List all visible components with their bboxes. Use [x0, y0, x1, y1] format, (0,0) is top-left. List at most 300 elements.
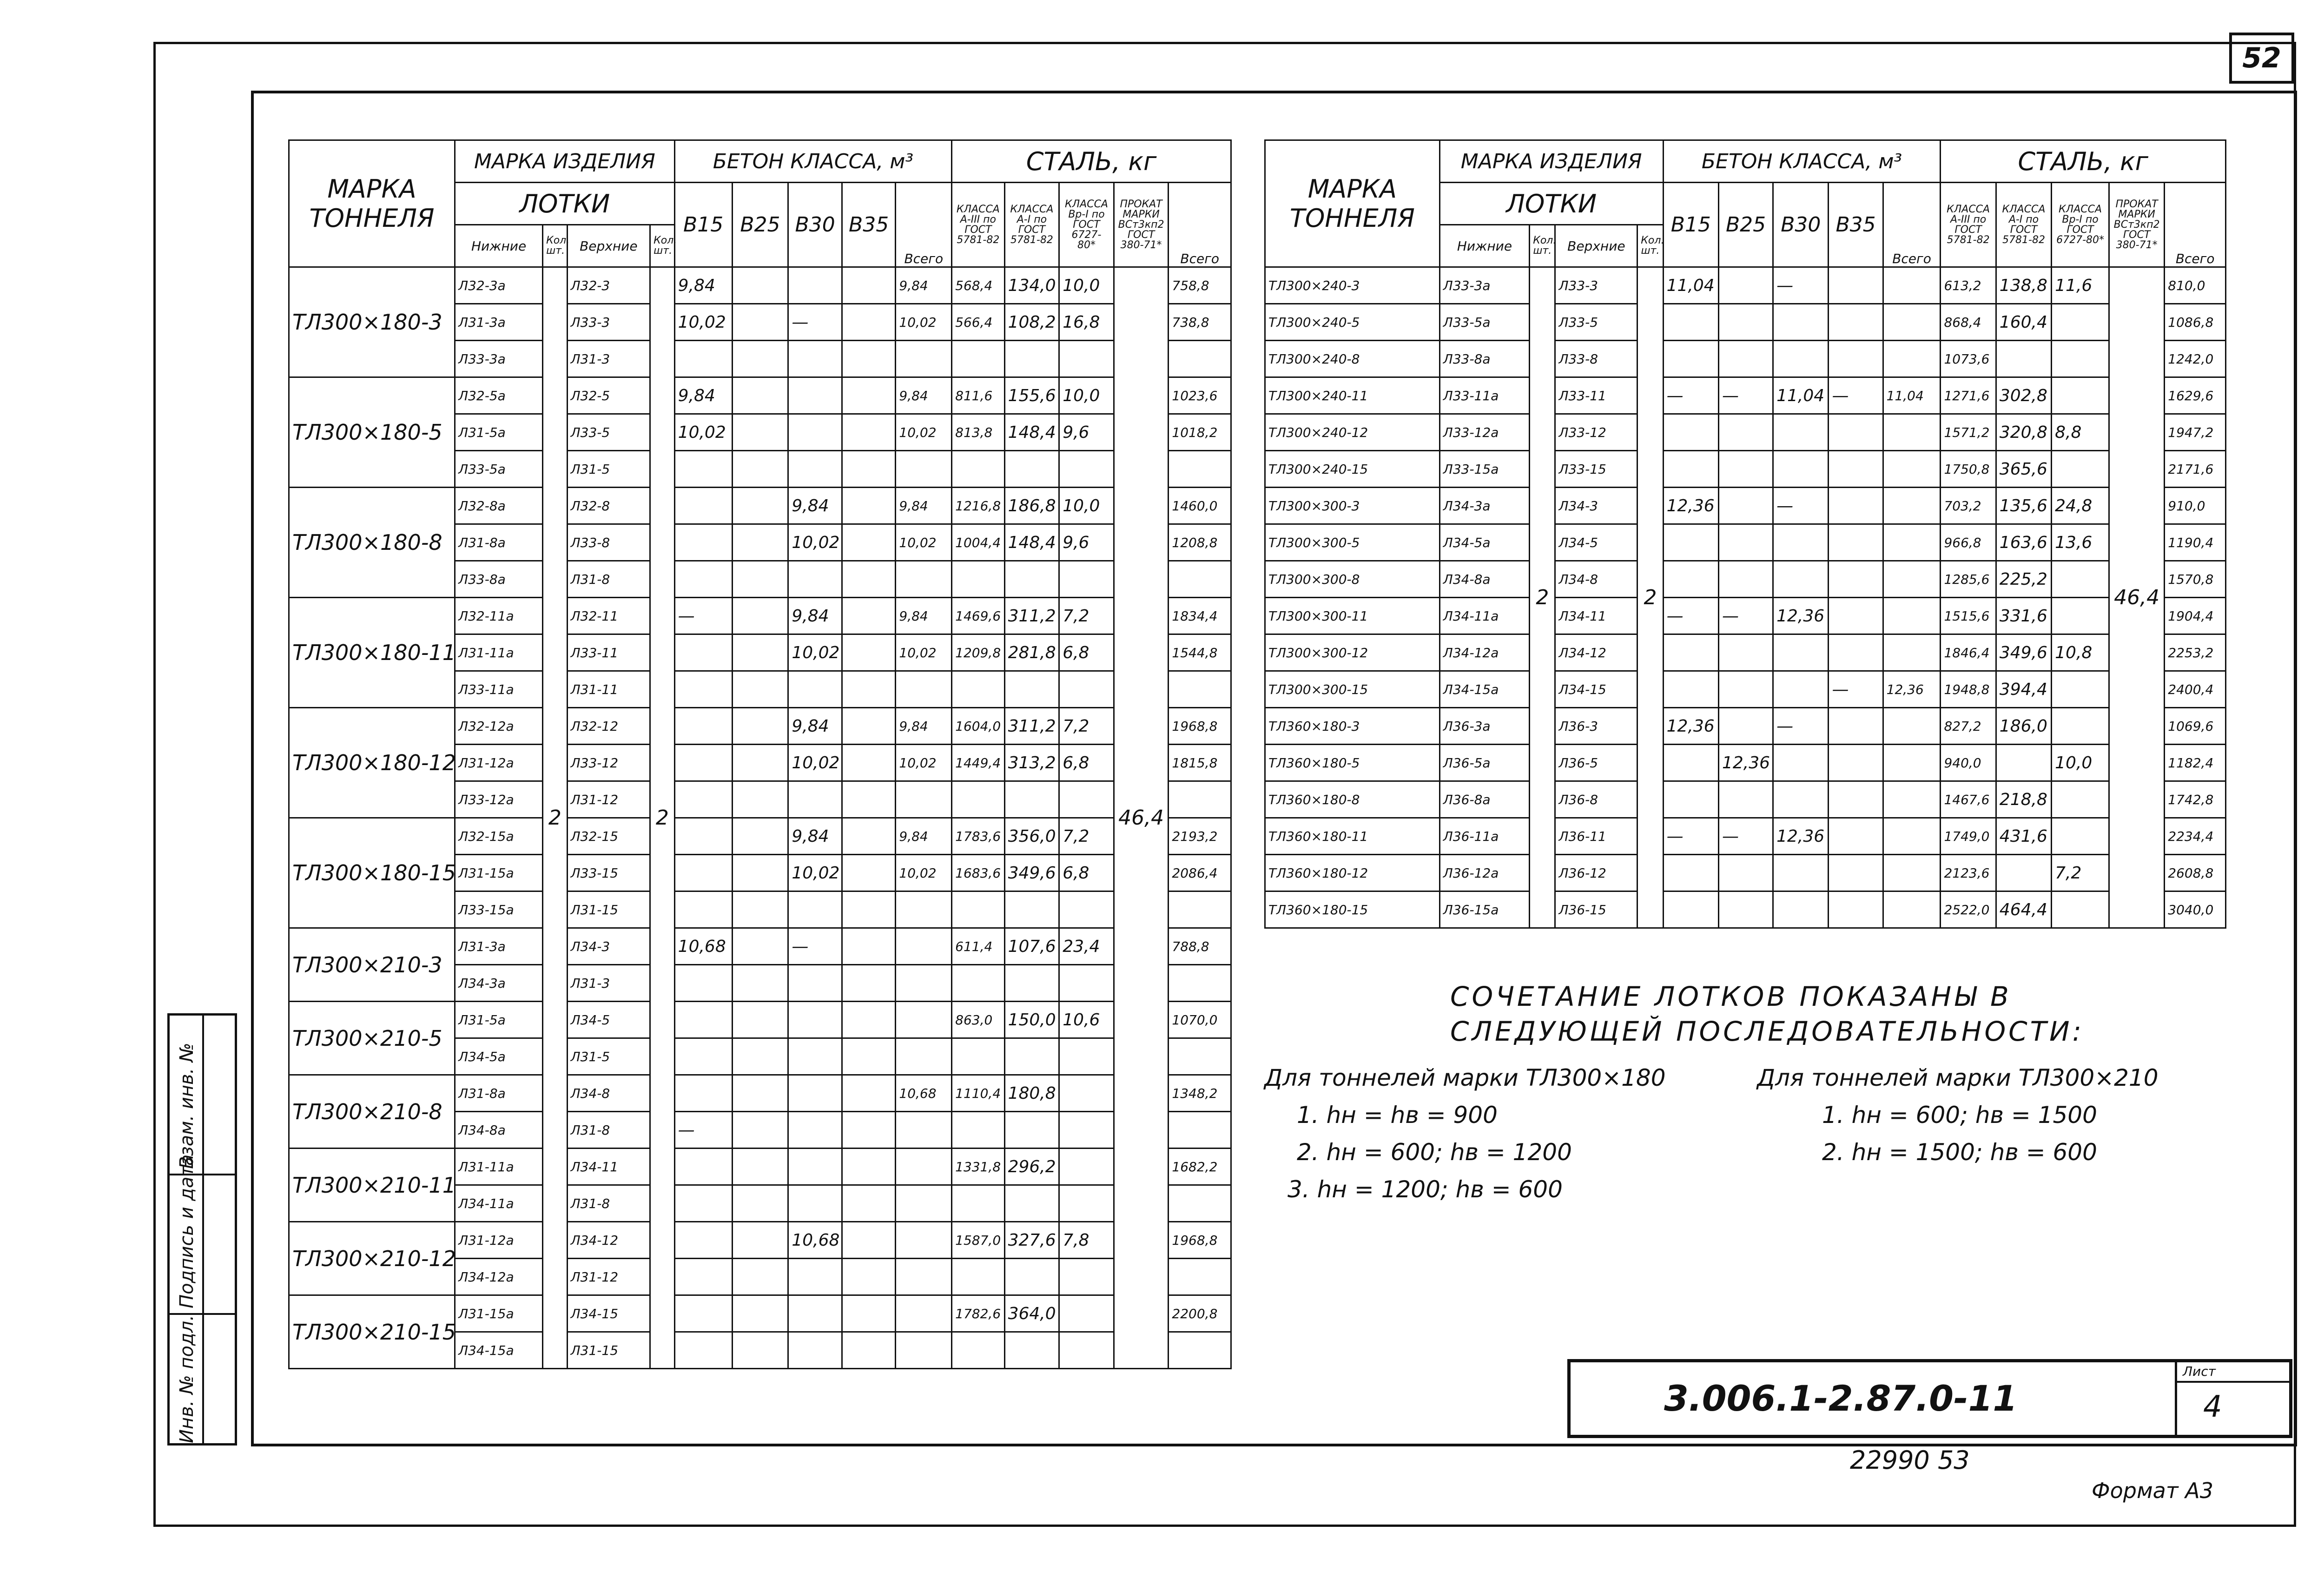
steel-a1 — [1004, 341, 1059, 377]
upper-tray: Л34-8 — [567, 1075, 650, 1112]
steel-total: 1023,6 — [1169, 377, 1231, 414]
concrete-b35 — [842, 414, 896, 451]
table-row — [1265, 488, 2226, 524]
steel-a3: 1110,4 — [952, 1075, 1004, 1112]
steel-br1: 9,6 — [1059, 414, 1114, 451]
concrete-b25 — [1718, 855, 1773, 891]
concrete-b35 — [842, 1149, 896, 1185]
concrete-total: 9,84 — [896, 377, 952, 414]
header-b15: B15 — [674, 183, 732, 267]
concrete-b15: — — [1663, 377, 1718, 414]
lower-tray: Л32-5а — [455, 377, 543, 414]
concrete-b30 — [788, 414, 842, 451]
concrete-b25 — [1718, 891, 1773, 928]
steel-a3: 1750,8 — [1941, 451, 1996, 488]
steel-a1 — [1004, 891, 1059, 928]
steel-a3: 703,2 — [1941, 488, 1996, 524]
lower-tray: Л33-12а — [1439, 414, 1529, 451]
steel-total: 1834,4 — [1169, 598, 1231, 634]
upper-tray: Л34-12 — [1555, 634, 1637, 671]
steel-a1: 356,0 — [1004, 818, 1059, 855]
concrete-b30: 10,02 — [788, 634, 842, 671]
steel-a1: 302,8 — [1996, 377, 2051, 414]
steel-a3: 1515,6 — [1941, 598, 1996, 634]
concrete-b35 — [842, 781, 896, 818]
concrete-b30 — [1773, 745, 1829, 781]
header-b25: B25 — [732, 183, 788, 267]
upper-tray: Л34-5 — [567, 1002, 650, 1038]
concrete-total: 10,02 — [896, 524, 952, 561]
steel-a3: 966,8 — [1941, 524, 1996, 561]
steel-br1: 7,2 — [2052, 855, 2109, 891]
upper-tray: Л31-12 — [567, 1259, 650, 1295]
table-row — [289, 488, 1231, 524]
upper-tray: Л32-11 — [567, 598, 650, 634]
concrete-b30: 11,04 — [1773, 377, 1829, 414]
concrete-b35 — [842, 598, 896, 634]
concrete-b15 — [674, 1222, 732, 1259]
concrete-b15: — — [1663, 598, 1718, 634]
steel-a1 — [1004, 1185, 1059, 1222]
steel-br1: 11,6 — [2052, 267, 2109, 304]
concrete-b30: 9,84 — [788, 818, 842, 855]
steel-total: 2253,2 — [2165, 634, 2226, 671]
concrete-total: 9,84 — [896, 488, 952, 524]
concrete-b25 — [732, 1002, 788, 1038]
table-row — [1265, 451, 2226, 488]
concrete-b25 — [732, 267, 788, 304]
steel-total: 1086,8 — [2165, 304, 2226, 341]
lower-tray: Л33-3а — [455, 341, 543, 377]
steel-a1: 364,0 — [1004, 1295, 1059, 1332]
steel-br1 — [1059, 781, 1114, 818]
table-row — [1265, 671, 2226, 708]
concrete-b25 — [732, 598, 788, 634]
concrete-b25 — [732, 965, 788, 1002]
steel-total: 1742,8 — [2165, 781, 2226, 818]
header-steel-prokat: ПРОКАТ МАРКИ ВСт3кп2 ГОСТ 380-71* — [1114, 183, 1169, 267]
concrete-b15 — [1663, 781, 1718, 818]
tunnel-mark: ТЛ300×210-12 — [289, 1222, 455, 1295]
table-row — [1265, 708, 2226, 745]
steel-total — [1169, 965, 1231, 1002]
concrete-b25 — [732, 414, 788, 451]
steel-br1: 16,8 — [1059, 304, 1114, 341]
lower-tray: Л36-15а — [1439, 891, 1529, 928]
steel-a1: 349,6 — [1996, 634, 2051, 671]
steel-a1: 186,0 — [1996, 708, 2051, 745]
lower-tray: Л31-8а — [455, 1075, 543, 1112]
steel-a3: 1449,4 — [952, 745, 1004, 781]
concrete-b15 — [1663, 634, 1718, 671]
concrete-b15 — [1663, 745, 1718, 781]
upper-tray: Л31-5 — [567, 451, 650, 488]
upper-tray: Л34-5 — [1555, 524, 1637, 561]
steel-a3: 566,4 — [952, 304, 1004, 341]
right-table — [1264, 139, 2226, 929]
page-number: 52 — [2229, 33, 2294, 84]
concrete-b25 — [732, 855, 788, 891]
steel-total: 1190,4 — [2165, 524, 2226, 561]
steel-br1 — [1059, 341, 1114, 377]
tunnel-mark: ТЛ300×210-5 — [289, 1002, 455, 1075]
concrete-b25 — [732, 341, 788, 377]
steel-a3: 1331,8 — [952, 1149, 1004, 1185]
table-row — [289, 1075, 1231, 1112]
concrete-b35 — [1829, 634, 1883, 671]
steel-a3: 1683,6 — [952, 855, 1004, 891]
concrete-b15: 10,02 — [674, 304, 732, 341]
concrete-total: 11,04 — [1883, 377, 1941, 414]
concrete-total: 10,02 — [896, 304, 952, 341]
header-b25-right: B25 — [1718, 183, 1773, 267]
steel-total — [1169, 1185, 1231, 1222]
tunnel-mark: ТЛ300×180-12 — [289, 708, 455, 818]
steel-a3: 1587,0 — [952, 1222, 1004, 1259]
steel-br1 — [1059, 1332, 1114, 1369]
concrete-b15: 11,04 — [1663, 267, 1718, 304]
concrete-b15: 12,36 — [1663, 488, 1718, 524]
upper-tray: Л31-12 — [567, 781, 650, 818]
steel-total: 3040,0 — [2165, 891, 2226, 928]
header-b15-right: B15 — [1663, 183, 1718, 267]
concrete-b30 — [788, 1295, 842, 1332]
concrete-b15: 9,84 — [674, 267, 732, 304]
lower-tray: Л34-3а — [455, 965, 543, 1002]
concrete-b15 — [1663, 524, 1718, 561]
concrete-total: 12,36 — [1883, 671, 1941, 708]
steel-a1: 394,4 — [1996, 671, 2051, 708]
lower-tray: Л33-5а — [455, 451, 543, 488]
steel-a1: 281,8 — [1004, 634, 1059, 671]
concrete-b35 — [1829, 341, 1883, 377]
header-steel-a3: КЛАССА A-III по ГОСТ 5781-82 — [952, 183, 1004, 267]
table-row — [1265, 414, 2226, 451]
header-nizhnie: Нижние — [455, 225, 543, 267]
concrete-b15 — [1663, 304, 1718, 341]
steel-total: 2200,8 — [1169, 1295, 1231, 1332]
steel-total: 1968,8 — [1169, 708, 1231, 745]
concrete-b15 — [674, 891, 732, 928]
steel-total: 1629,6 — [2165, 377, 2226, 414]
upper-tray: Л33-8 — [1555, 341, 1637, 377]
lower-tray: Л36-11а — [1439, 818, 1529, 855]
lower-tray: Л36-3а — [1439, 708, 1529, 745]
steel-a1 — [1004, 451, 1059, 488]
steel-br1: 24,8 — [2052, 488, 2109, 524]
header-kol-1: Кол. шт. — [543, 225, 568, 267]
upper-tray: Л33-5 — [1555, 304, 1637, 341]
header-stal: СТАЛЬ, кг — [952, 140, 1231, 183]
steel-total: 1182,4 — [2165, 745, 2226, 781]
concrete-total — [1883, 414, 1941, 451]
steel-br1: 10,0 — [1059, 267, 1114, 304]
concrete-b35 — [842, 488, 896, 524]
upper-tray: Л36-15 — [1555, 891, 1637, 928]
steel-total: 2234,4 — [2165, 818, 2226, 855]
concrete-b30: 12,36 — [1773, 598, 1829, 634]
lower-tray: Л33-8а — [455, 561, 543, 598]
concrete-b15 — [674, 1002, 732, 1038]
lower-tray: Л32-12а — [455, 708, 543, 745]
concrete-b25 — [1718, 634, 1773, 671]
upper-tray: Л34-8 — [1555, 561, 1637, 598]
upper-tray: Л33-15 — [1555, 451, 1637, 488]
concrete-b15 — [1663, 891, 1718, 928]
table-row — [1265, 304, 2226, 341]
steel-br1 — [2052, 671, 2109, 708]
concrete-b30 — [788, 1149, 842, 1185]
lower-tray: Л31-3а — [455, 928, 543, 965]
lower-tray: Л33-15а — [1439, 451, 1529, 488]
concrete-b35 — [842, 745, 896, 781]
header-steel-a3-right: КЛАССА A-III по ГОСТ 5781-82 — [1941, 183, 1996, 267]
steel-br1 — [1059, 965, 1114, 1002]
notes-right-item-2: 2. hн = 1500; hв = 600 — [1822, 1139, 2097, 1166]
steel-a3 — [952, 451, 1004, 488]
lower-tray: Л31-15а — [455, 855, 543, 891]
concrete-b25 — [1718, 524, 1773, 561]
lower-tray: Л34-8а — [455, 1112, 543, 1149]
lower-tray: Л32-11а — [455, 598, 543, 634]
steel-a3 — [952, 341, 1004, 377]
tunnel-mark: ТЛ300×240-12 — [1265, 414, 1440, 451]
steel-total: 1070,0 — [1169, 1002, 1231, 1038]
steel-a3: 568,4 — [952, 267, 1004, 304]
steel-a3: 1948,8 — [1941, 671, 1996, 708]
steel-br1 — [1059, 1075, 1114, 1112]
concrete-b30: 9,84 — [788, 598, 842, 634]
steel-br1 — [1059, 1259, 1114, 1295]
concrete-total — [1883, 341, 1941, 377]
concrete-b15: 9,84 — [674, 377, 732, 414]
steel-total: 1947,2 — [2165, 414, 2226, 451]
concrete-b30 — [788, 451, 842, 488]
header-marka-izdeliya-right: МАРКА ИЗДЕЛИЯ — [1439, 140, 1663, 183]
steel-a3: 1285,6 — [1941, 561, 1996, 598]
upper-tray: Л34-11 — [567, 1149, 650, 1185]
steel-a1 — [1004, 561, 1059, 598]
upper-tray: Л31-3 — [567, 341, 650, 377]
concrete-total — [1883, 781, 1941, 818]
concrete-b35 — [842, 1222, 896, 1259]
lower-tray: Л33-11а — [455, 671, 543, 708]
concrete-b30 — [1773, 671, 1829, 708]
table-row — [289, 708, 1231, 745]
steel-a3: 1004,4 — [952, 524, 1004, 561]
steel-a1: 464,4 — [1996, 891, 2051, 928]
steel-a3: 1604,0 — [952, 708, 1004, 745]
steel-total: 2086,4 — [1169, 855, 1231, 891]
steel-a1: 107,6 — [1004, 928, 1059, 965]
tunnel-mark: ТЛ360×180-11 — [1265, 818, 1440, 855]
concrete-b30 — [1773, 561, 1829, 598]
concrete-b30 — [788, 561, 842, 598]
header-steel-prokat-right: ПРОКАТ МАРКИ ВСт3кп2 ГОСТ 380-71* — [2109, 183, 2164, 267]
inventory-number: 22990 53 — [1850, 1446, 1970, 1475]
steel-total: 1069,6 — [2165, 708, 2226, 745]
concrete-b35 — [842, 1112, 896, 1149]
concrete-b25 — [732, 304, 788, 341]
header-lotki-right: ЛОТКИ — [1439, 183, 1663, 225]
concrete-b30 — [1773, 451, 1829, 488]
header-beton-right: БЕТОН КЛАССА, м³ — [1663, 140, 1941, 183]
concrete-b30 — [788, 341, 842, 377]
tunnel-mark: ТЛ300×300-12 — [1265, 634, 1440, 671]
concrete-total: 10,02 — [896, 634, 952, 671]
tunnel-mark: ТЛ300×300-15 — [1265, 671, 1440, 708]
concrete-total — [896, 1038, 952, 1075]
steel-br1: 7,2 — [1059, 818, 1114, 855]
table-row — [289, 1149, 1231, 1185]
concrete-total — [1883, 745, 1941, 781]
steel-a3: 813,8 — [952, 414, 1004, 451]
concrete-b15 — [674, 671, 732, 708]
steel-br1: 10,0 — [2052, 745, 2109, 781]
lower-tray: Л34-5а — [455, 1038, 543, 1075]
concrete-b25 — [732, 1222, 788, 1259]
qty-lower: 2 — [1530, 267, 1555, 928]
table-row — [289, 928, 1231, 965]
upper-tray: Л33-11 — [1555, 377, 1637, 414]
steel-a3: 1209,8 — [952, 634, 1004, 671]
steel-total: 1904,4 — [2165, 598, 2226, 634]
steel-a1: 320,8 — [1996, 414, 2051, 451]
steel-a1: 163,6 — [1996, 524, 2051, 561]
concrete-b35 — [1829, 561, 1883, 598]
concrete-total — [896, 561, 952, 598]
concrete-total — [1883, 708, 1941, 745]
concrete-total: 9,84 — [896, 818, 952, 855]
table-row — [1265, 891, 2226, 928]
steel-br1: 6,8 — [1059, 855, 1114, 891]
steel-br1: 9,6 — [1059, 524, 1114, 561]
concrete-total — [896, 341, 952, 377]
upper-tray: Л34-11 — [1555, 598, 1637, 634]
steel-total — [1169, 1112, 1231, 1149]
steel-total: 810,0 — [2165, 267, 2226, 304]
table-row — [1265, 267, 2226, 304]
concrete-b30 — [1773, 781, 1829, 818]
steel-br1: 7,2 — [1059, 708, 1114, 745]
concrete-b35 — [842, 891, 896, 928]
lower-tray: Л34-12а — [455, 1259, 543, 1295]
concrete-b35 — [842, 818, 896, 855]
steel-a1 — [1004, 781, 1059, 818]
concrete-b15: 10,02 — [674, 414, 732, 451]
steel-total — [1169, 781, 1231, 818]
steel-br1 — [2052, 781, 2109, 818]
lower-tray: Л36-5а — [1439, 745, 1529, 781]
concrete-b35: — — [1829, 671, 1883, 708]
tunnel-mark: ТЛ360×180-3 — [1265, 708, 1440, 745]
steel-a3: 1782,6 — [952, 1295, 1004, 1332]
concrete-b35 — [842, 451, 896, 488]
concrete-b25 — [732, 891, 788, 928]
steel-a1: 148,4 — [1004, 524, 1059, 561]
concrete-b25 — [732, 488, 788, 524]
lower-tray: Л31-3а — [455, 304, 543, 341]
concrete-b25 — [1718, 304, 1773, 341]
concrete-total — [896, 781, 952, 818]
steel-a3: 1467,6 — [1941, 781, 1996, 818]
concrete-b30 — [788, 1075, 842, 1112]
format-label: Формат А3 — [2092, 1478, 2213, 1503]
steel-a1: 138,8 — [1996, 267, 2051, 304]
lower-tray: Л34-5а — [1439, 524, 1529, 561]
upper-tray: Л36-12 — [1555, 855, 1637, 891]
lower-tray: Л31-15а — [455, 1295, 543, 1332]
header-lotki: ЛОТКИ — [455, 183, 675, 225]
upper-tray: Л31-5 — [567, 1038, 650, 1075]
concrete-total: 10,02 — [896, 745, 952, 781]
concrete-b35 — [1829, 891, 1883, 928]
upper-tray: Л36-11 — [1555, 818, 1637, 855]
steel-a1: 296,2 — [1004, 1149, 1059, 1185]
steel-a3 — [952, 1259, 1004, 1295]
steel-a1 — [1996, 745, 2051, 781]
steel-total: 1968,8 — [1169, 1222, 1231, 1259]
header-nizhnie-right: Нижние — [1439, 225, 1529, 267]
steel-total: 1348,2 — [1169, 1075, 1231, 1112]
tunnel-mark: ТЛ300×300-3 — [1265, 488, 1440, 524]
concrete-b35 — [842, 341, 896, 377]
steel-br1 — [2052, 818, 2109, 855]
steel-a3: 940,0 — [1941, 745, 1996, 781]
steel-total: 788,8 — [1169, 928, 1231, 965]
upper-tray: Л34-3 — [1555, 488, 1637, 524]
tunnel-mark: ТЛ300×180-3 — [289, 267, 455, 377]
table-row — [289, 1002, 1231, 1038]
tunnel-mark: ТЛ300×300-5 — [1265, 524, 1440, 561]
upper-tray: Л34-3 — [567, 928, 650, 965]
steel-br1 — [1059, 1112, 1114, 1149]
header-b30-right: B30 — [1773, 183, 1829, 267]
notes-right-heading: Для тоннелей марки ТЛ300×210 — [1757, 1064, 2159, 1091]
steel-a1: 431,6 — [1996, 818, 2051, 855]
concrete-b15: — — [674, 598, 732, 634]
steel-a1: 327,6 — [1004, 1222, 1059, 1259]
table-row — [289, 377, 1231, 414]
lower-tray: Л32-8а — [455, 488, 543, 524]
concrete-b25 — [1718, 267, 1773, 304]
steel-br1 — [2052, 341, 2109, 377]
tunnel-mark: ТЛ360×180-5 — [1265, 745, 1440, 781]
concrete-b35 — [842, 1295, 896, 1332]
steel-br1: 10,6 — [1059, 1002, 1114, 1038]
steel-total: 1242,0 — [2165, 341, 2226, 377]
steel-total — [1169, 891, 1231, 928]
concrete-b25 — [732, 634, 788, 671]
header-marka-tonnelya: МАРКА ТОННЕЛЯ — [289, 140, 455, 267]
concrete-total: 10,02 — [896, 414, 952, 451]
concrete-b30: 12,36 — [1773, 818, 1829, 855]
upper-tray: Л33-3 — [567, 304, 650, 341]
steel-a3 — [952, 965, 1004, 1002]
left-table — [288, 139, 1232, 1369]
header-vsego-stal-right: Всего — [2165, 183, 2226, 267]
notes-left-item-1: 1. hн = hв = 900 — [1297, 1102, 1498, 1129]
concrete-b35 — [1829, 488, 1883, 524]
concrete-b30 — [1773, 304, 1829, 341]
steel-a3: 1073,6 — [1941, 341, 1996, 377]
concrete-total — [896, 1295, 952, 1332]
steel-total: 2400,4 — [2165, 671, 2226, 708]
lower-tray: Л31-12а — [455, 1222, 543, 1259]
concrete-b15 — [674, 524, 732, 561]
concrete-b15 — [674, 1259, 732, 1295]
concrete-b30 — [788, 267, 842, 304]
